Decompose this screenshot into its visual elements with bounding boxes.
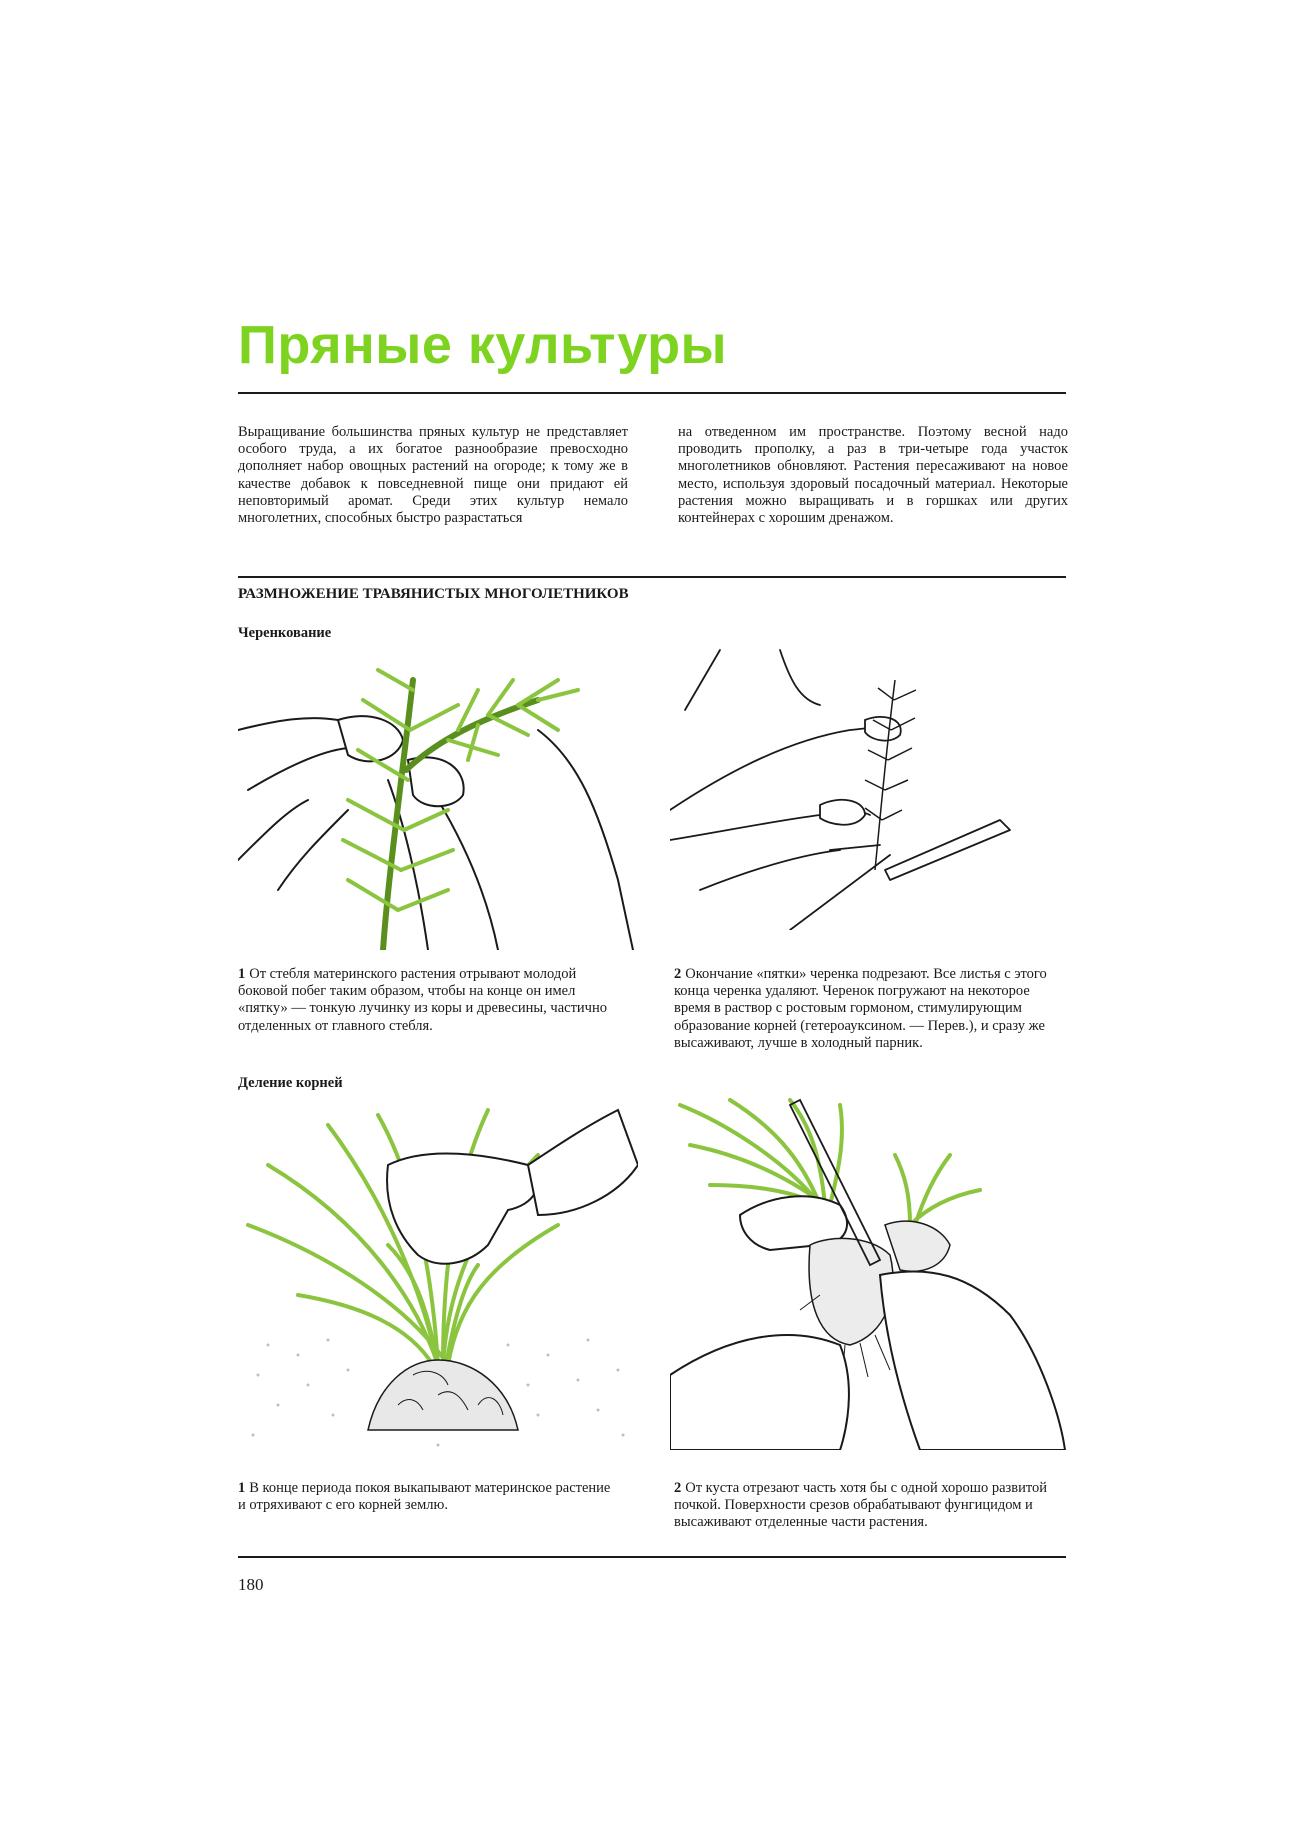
step-number: 2: [674, 966, 682, 982]
division-lift-illustration: [238, 1105, 638, 1460]
section-heading: РАЗМНОЖЕНИЕ ТРАВЯНИСТЫХ МНОГОЛЕТНИКОВ: [238, 586, 629, 602]
division-step-1-caption: [238, 1480, 618, 1514]
step-text: От куста отрезают часть хотя бы с одной хорошо развитой почкой. Поверхности срезов обрабатывают фунгицидом и высаживают отделенные части растения.: [674, 1480, 1047, 1531]
intro-column-1: Выращивание большинства пряных культур не представляет особого труда, а их богатое разнообразие превосходно дополняет набор овощных растений на огороде; к тому же в качестве добавок к повседневной пище они придают ей неповторимый аромат. Среди этих культур немало многолетних, способных быстро разрастаться: [238, 424, 628, 527]
footer-rule: [238, 1556, 1066, 1558]
intro-column-2: на отведенном им пространстве. Поэтому весной надо проводить прополку, а раз в три-четыре года участок многолетников обновляют. Растения пересаживают на новое место, используя здоровый посадочный материал. Некоторые растения можно выращивать и в горшках или других контейнерах с хорошим дренажом.: [678, 424, 1068, 527]
title-rule: [238, 392, 1066, 394]
cuttings-subheading: Черенкование: [238, 625, 332, 641]
step-text: От стебля материнского растения отрывают молодой боковой побег таким образом, чтобы на конце он имел «пятку» — тонкую лучинку из коры и древесины, частично отделенных от главного стебля.: [238, 966, 607, 1034]
step-number: 1: [238, 966, 246, 982]
section-rule: [238, 576, 1066, 578]
cutting-trim-illustration: [670, 640, 1070, 930]
step-text: В конце периода покоя выкапывают материнское растение и отряхивают с его корней землю.: [238, 1480, 611, 1514]
step-number: 1: [238, 1480, 246, 1496]
cutting-step-1-caption: [238, 966, 618, 1035]
division-step-2-caption: [674, 1480, 1054, 1532]
division-cut-illustration: [670, 1095, 1070, 1450]
division-subheading: Деление корней: [238, 1075, 343, 1091]
step-text: Окончание «пятки» черенка подрезают. Все листья с этого конца черенка удаляют. Черенок погружают на некоторое время в раствор с ростовым гормоном, стимулирующим образование корней (гетероауксином. — Перев.), и сразу же высаживают, лучше в холодный парник.: [674, 966, 1047, 1051]
step-number: 2: [674, 1480, 682, 1496]
page-title: Пряные культуры: [238, 315, 728, 375]
cutting-tear-illustration: [238, 660, 638, 950]
page-number: 180: [238, 1575, 264, 1594]
cutting-step-2-caption: [674, 966, 1054, 1052]
